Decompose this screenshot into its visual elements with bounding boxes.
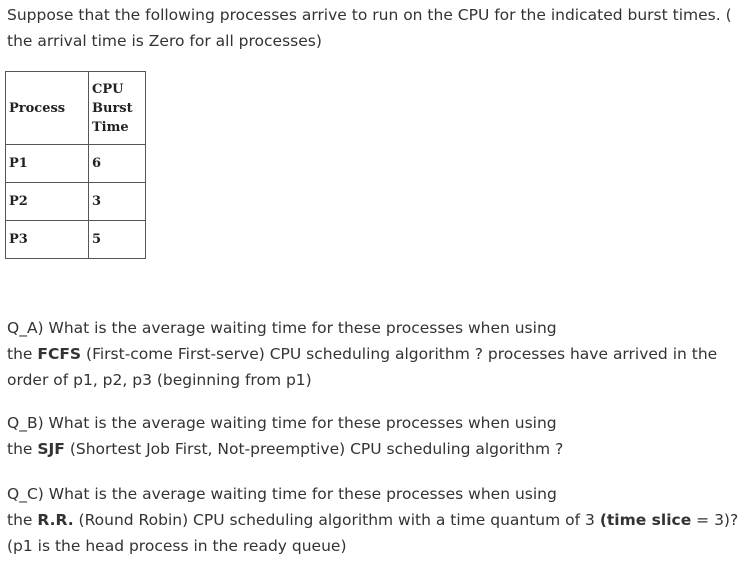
process-burst-table: [5, 71, 146, 259]
question-b-algorithm: SJF: [37, 440, 65, 458]
question-c-line1: Q_C) What is the average waiting time for these processes when using: [7, 485, 557, 503]
question-a-rest: (First-come First-serve) CPU scheduling algorithm ? processes have arrived in the order of p1, p2, p3 (beginning from p1): [7, 345, 718, 389]
header-cpu-burst-time: CPU Burst Time: [89, 72, 146, 145]
cell-process: P3: [6, 221, 89, 259]
cell-process: P2: [6, 183, 89, 221]
question-a-line1: Q_A) What is the average waiting time for these processes when using: [7, 319, 557, 337]
question-a-pre: the: [7, 345, 38, 363]
question-b-pre: the: [7, 440, 38, 458]
question-c-pre: the: [7, 511, 38, 529]
question-b: [7, 410, 739, 462]
question-c-time-slice: (time slice: [599, 511, 692, 529]
header-process: Process: [6, 72, 89, 145]
question-a-algorithm: FCFS: [37, 345, 82, 363]
intro-paragraph: Suppose that the following processes arrive to run on the CPU for the indicated burst times. ( the arrival time is Zero for all processes): [7, 6, 732, 50]
table-header-row: [6, 72, 146, 145]
question-c: [7, 481, 739, 559]
table-row: [6, 183, 146, 221]
table-row: [6, 145, 146, 183]
question-b-rest: (Shortest Job First, Not-preemptive) CPU scheduling algorithm ?: [64, 440, 564, 458]
question-b-line1: Q_B) What is the average waiting time for these processes when using: [7, 414, 557, 432]
cell-burst: 5: [89, 221, 146, 259]
cell-burst: 6: [89, 145, 146, 183]
question-a: [7, 315, 739, 393]
question-c-mid: (Round Robin) CPU scheduling algorithm with a time quantum of 3: [73, 511, 600, 529]
cell-burst: 3: [89, 183, 146, 221]
cell-process: P1: [6, 145, 89, 183]
question-c-algorithm: R.R.: [37, 511, 74, 529]
table-row: [6, 221, 146, 259]
question-c-rest: = 3)? (p1 is the head process in the ready queue): [7, 511, 739, 555]
